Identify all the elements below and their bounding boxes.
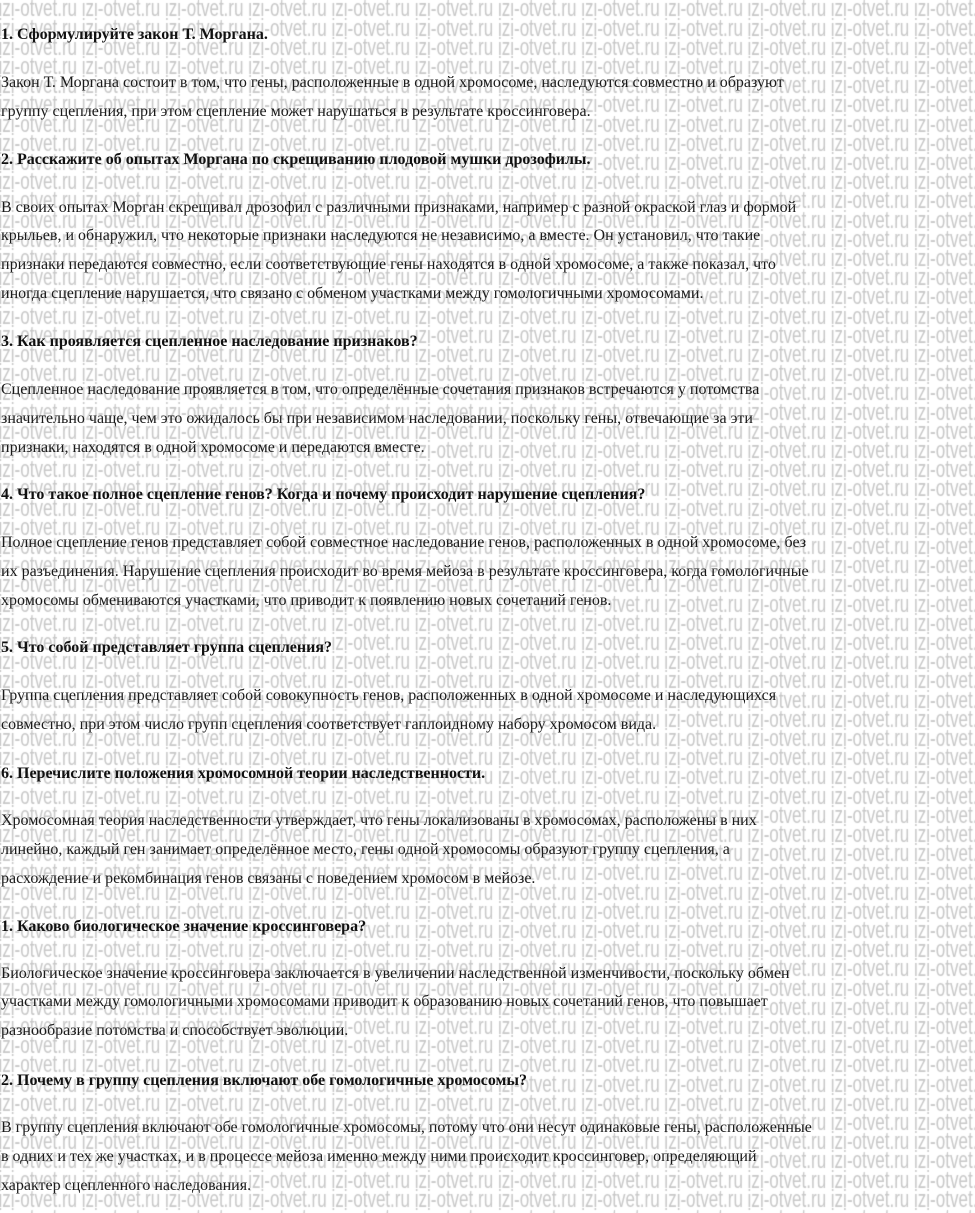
answer-line: расхождение и рекомбинация генов связаны с поведением хромосом в мейозе. [1, 870, 536, 887]
answer-line: Биологическое значение кроссинговера заключается в увеличении наследственной изменчивости, поскольку обмен [1, 965, 790, 982]
answer-line: их разъединения. Нарушение сцепления происходит во время мейоза в результате кроссинговера, когда гомологичные [1, 563, 809, 580]
question-heading: 1. Сформулируйте закон Т. Моргана. [1, 26, 268, 43]
answer-line: Полное сцепление генов представляет собой совместное наследование генов, расположенных в одной хромосоме, без [1, 534, 807, 551]
answer-line: В группу сцепления включают обе гомологичные хромосомы, потому что они несут одинаковые гены, расположенные [1, 1119, 812, 1136]
answer-line: признаки, находятся в одной хромосоме и передаются вместе. [1, 439, 425, 456]
answer-line: совместно, при этом число групп сцепления соответствует гаплоидному набору хромосом вида. [1, 716, 657, 733]
question-heading: 5. Что собой представляет группа сцепления? [1, 639, 332, 656]
answer-line: признаки передаются совместно, если соответствующие гены находятся в одной хромосоме, а также показал, что [1, 256, 776, 273]
answer-line: крыльев, и обнаружил, что некоторые признаки наследуются не независимо, а вместе. Он установил, что такие [1, 227, 761, 244]
question-heading: 2. Расскажите об опытах Моргана по скрещиванию плодовой мушки дрозофилы. [1, 151, 591, 168]
answer-line: Сцепленное наследование проявляется в том, что определённые сочетания признаков встречаются у потомства [1, 381, 760, 398]
question-heading: 3. Как проявляется сцепленное наследование признаков? [1, 333, 418, 350]
question-heading: 4. Что такое полное сцепление генов? Когда и почему происходит нарушение сцепления? [1, 486, 646, 503]
answer-line: характер сцепленного наследования. [1, 1177, 252, 1194]
answer-line: Закон Т. Моргана состоит в том, что гены, расположенные в одной хромосоме, наследуются совместно и образуют [1, 74, 784, 91]
question-heading: 1. Каково биологическое значение кроссинговера? [1, 918, 367, 935]
answer-line: иногда сцепление нарушается, что связано с обменом участками между гомологичными хромосомами. [1, 285, 704, 302]
answer-line: участками между гомологичными хромосомами приводит к образованию новых сочетаний генов, что повышает [1, 993, 768, 1010]
answer-line: в одних и тех же участках, и в процессе мейоза именно между ними происходит кроссинговер, определяющий [1, 1148, 757, 1165]
answer-line: группу сцепления, при этом сцепление может нарушаться в результате кроссинговера. [1, 103, 591, 120]
answer-line: линейно, каждый ген занимает определённое место, гены одной хромосомы образуют группу сцепления, а [1, 841, 730, 858]
answer-line: разнообразие потомства и способствует эволюции. [1, 1022, 349, 1039]
answer-line: В своих опытах Морган скрещивал дрозофил с различными признаками, например с разной окраской глаз и формой [1, 199, 797, 216]
answer-line: хромосомы обмениваются участками, что приводит к появлению новых сочетаний генов. [1, 592, 612, 609]
answer-line: значительно чаще, чем это ожидалось бы при независимом наследовании, поскольку гены, отвечающие за эти [1, 410, 753, 427]
question-heading: 6. Перечислите положения хромосомной теории наследственности. [1, 765, 486, 782]
answer-line: Группа сцепления представляет собой совокупность генов, расположенных в одной хромосоме и наследующихся [1, 687, 777, 704]
answer-line: Хромосомная теория наследственности утверждает, что гены локализованы в хромосомах, расположены в них [1, 812, 757, 829]
question-heading: 2. Почему в группу сцепления включают обе гомологичные хромосомы? [1, 1072, 527, 1089]
